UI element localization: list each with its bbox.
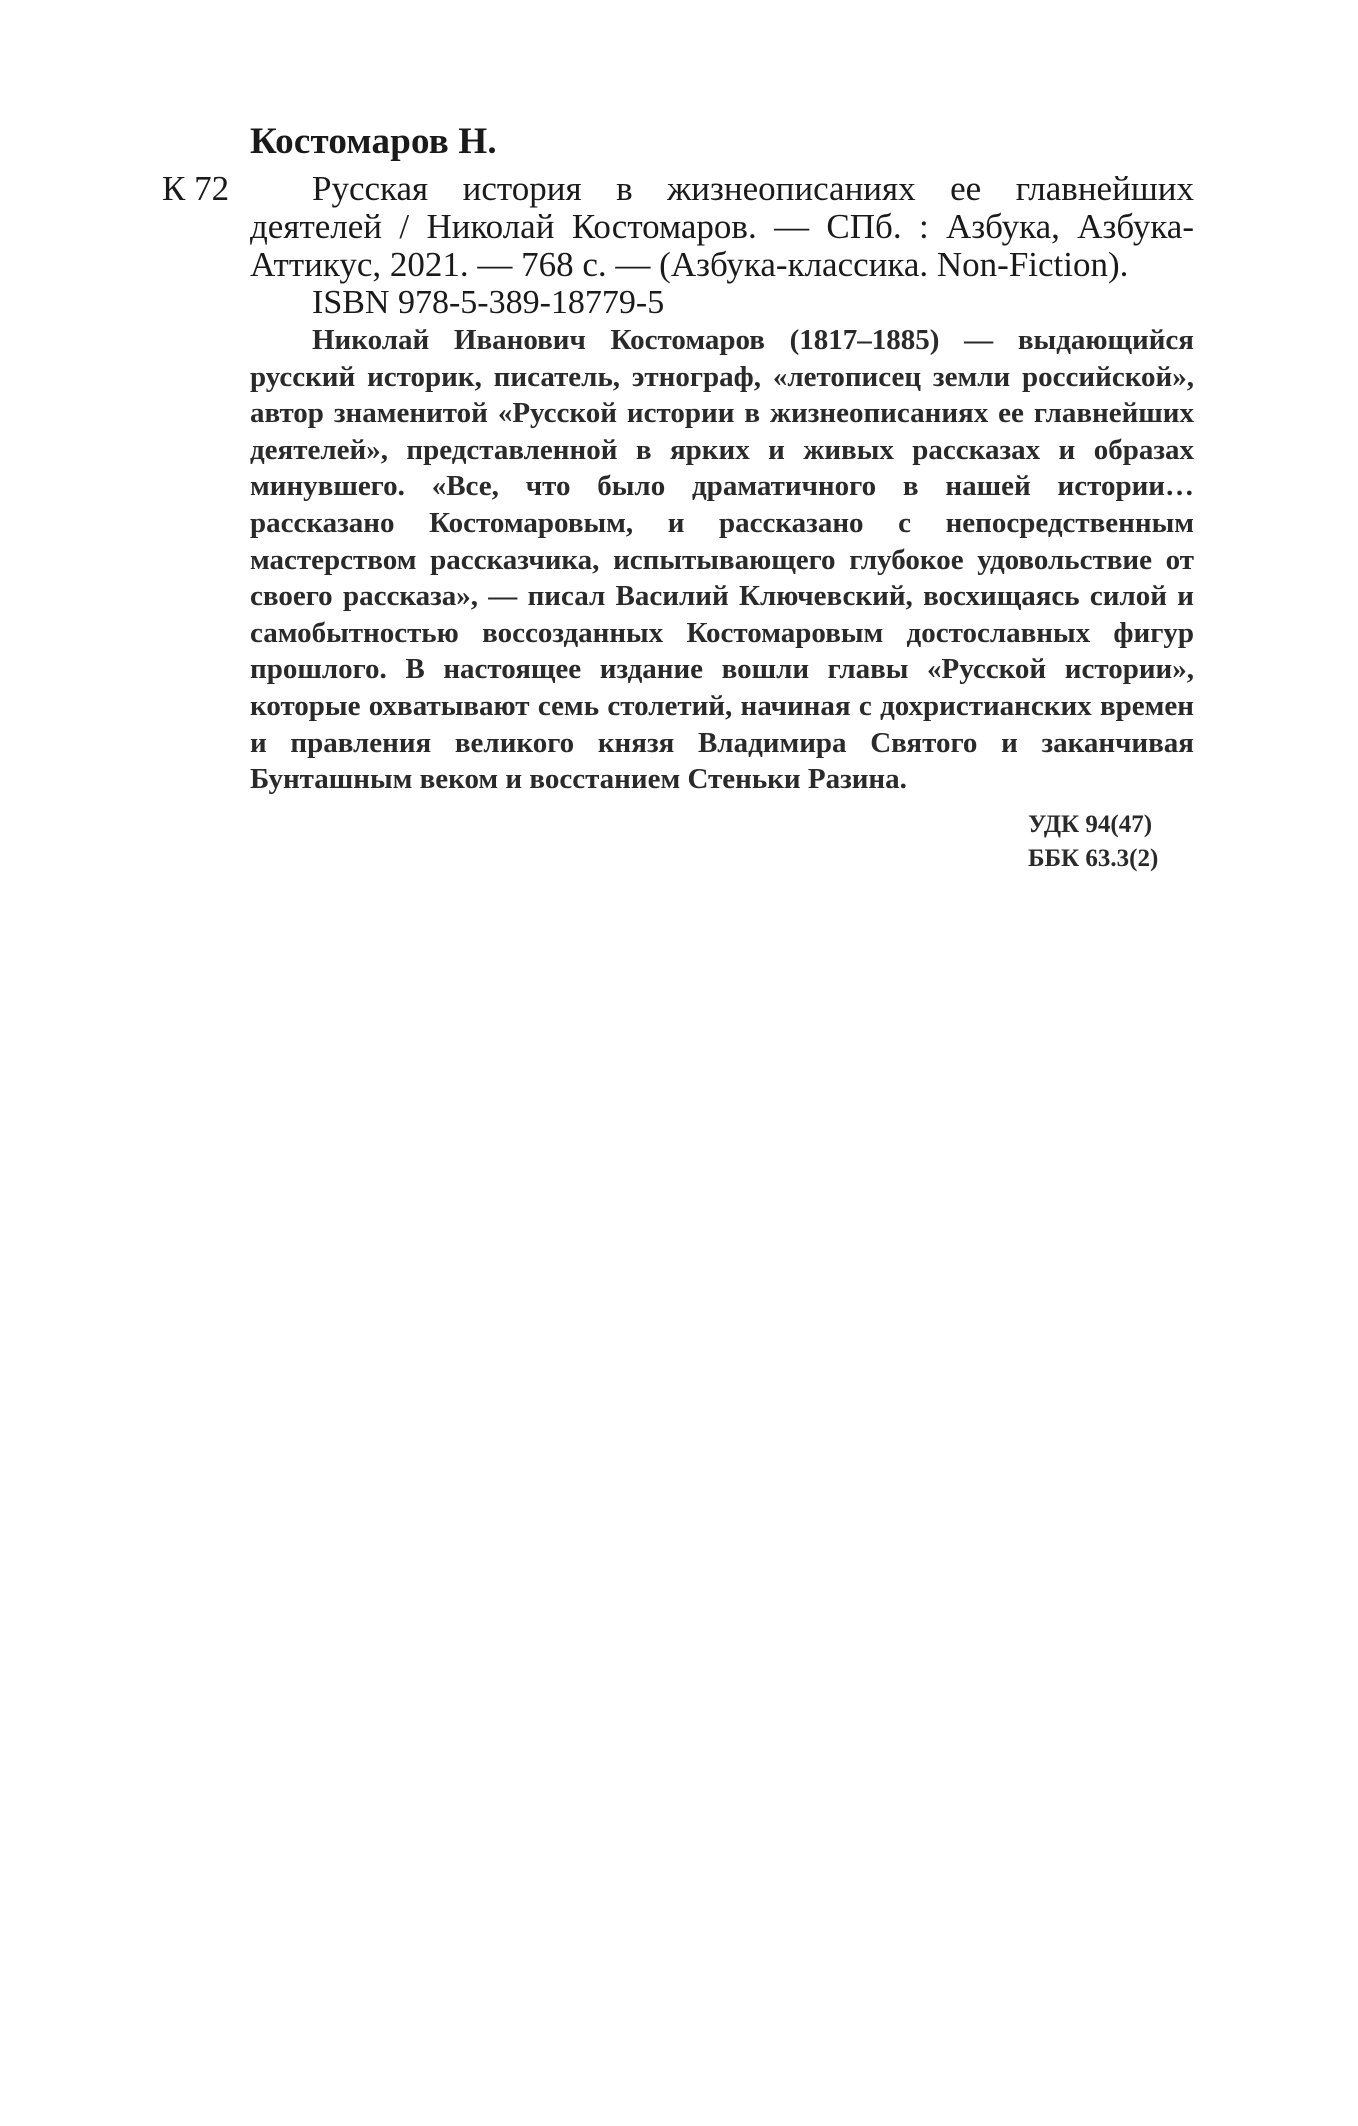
author-mark: К 72 xyxy=(162,169,230,208)
classification-codes xyxy=(250,808,1194,876)
bbk-code: ББК 63.3(2) xyxy=(1028,844,1159,872)
isbn: ISBN 978-5-389-18779-5 xyxy=(312,284,665,321)
bibliographic-description: Русская история в жизнеописаниях ее главнейших деятелей / Николай Костомаров. — СПб. : Азбука, Азбука-Аттикус, 2021. — 768 с. — (Азбука-классика. Non-Fiction). xyxy=(250,169,1194,284)
author-heading: Костомаров Н. xyxy=(250,121,497,162)
annotation: Николай Иванович Костомаров (1817–1885) — выдающийся русский историк, писатель, этнограф, «летописец земли российской», автор знаменитой «Русской истории в жизнеописаниях ее главнейших деятелей», представленной в ярких и живых рассказах и образах минувшего. «Все, что было драматичного в нашей истории… рассказано Костомаровым, и рассказано с непосредственным мастерством рассказчика, испытывающего глубокое удовольствие от своего рассказа», — писал Василий Ключевский, восхищаясь силой и самобытностью воссозданных Костомаровым достославных фигур прошлого. В настоящее издание вошли главы «Русской истории», которые охватывают семь столетий, начиная с дохристианских времен и правления великого князя Владимира Святого и заканчивая Бунташным веком и восстанием Стеньки Разина. xyxy=(250,324,1194,796)
udc-code: УДК 94(47) xyxy=(1028,810,1153,838)
catalog-card xyxy=(162,120,1194,876)
